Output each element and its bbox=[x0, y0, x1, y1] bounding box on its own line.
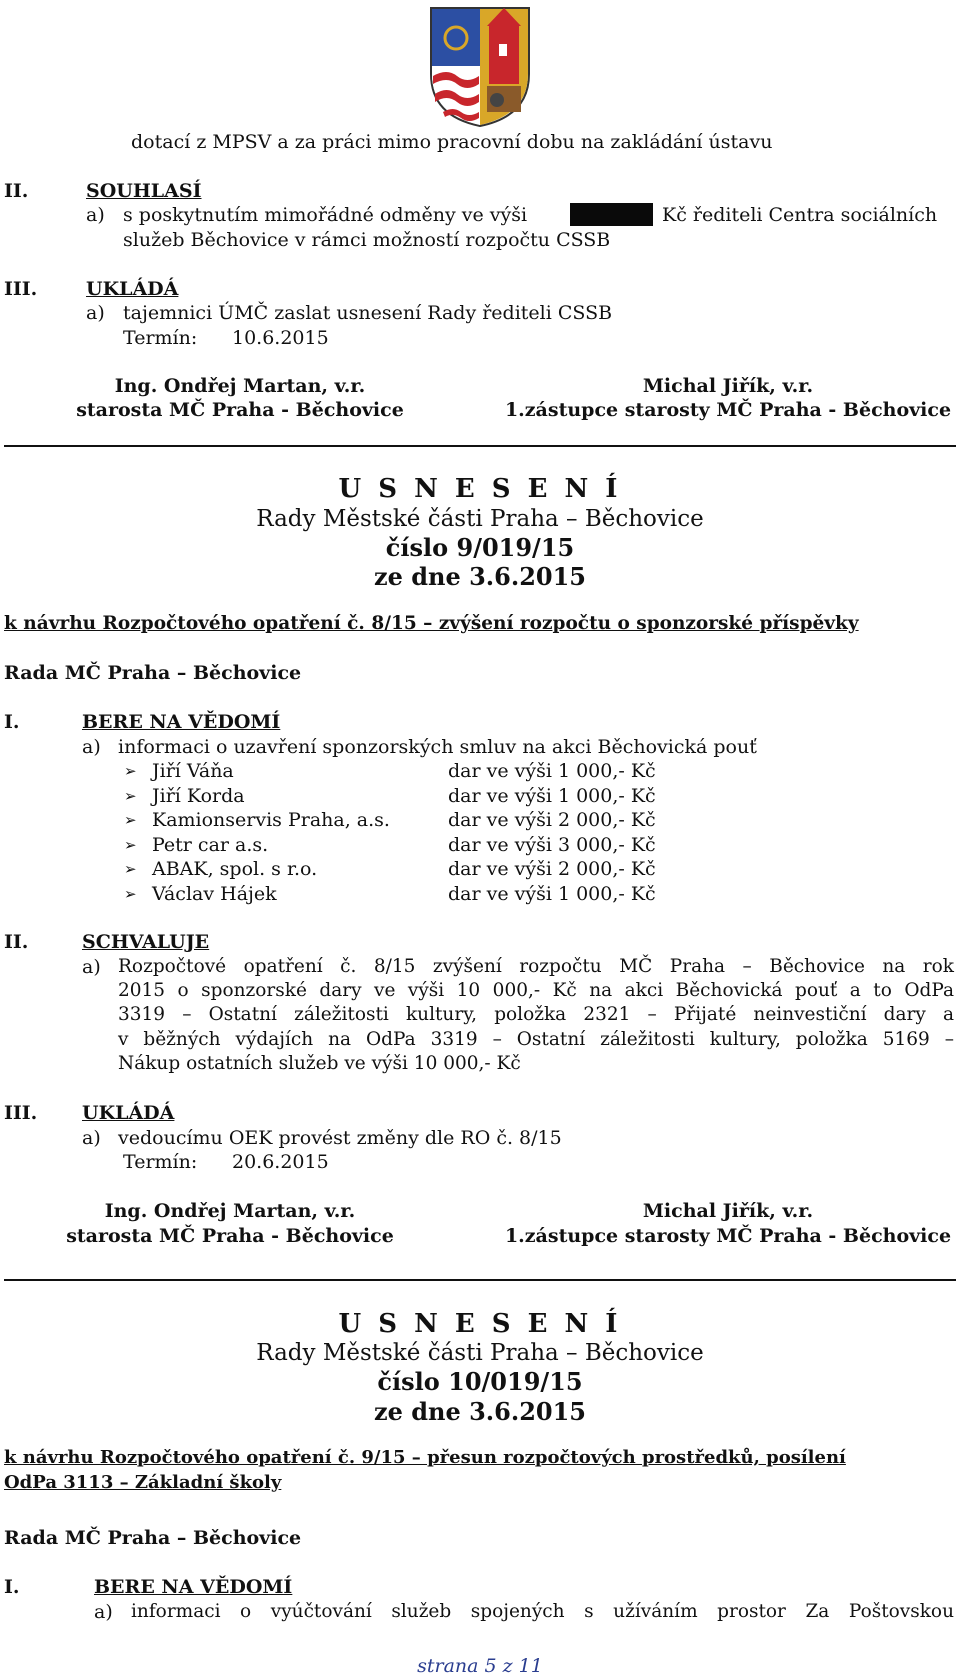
item-letter: a) bbox=[94, 1601, 113, 1623]
item-text: vedoucímu OEK provést změny dle RO č. 8/15 bbox=[118, 1127, 562, 1149]
item-letter: a) bbox=[82, 956, 101, 978]
divider-line bbox=[4, 445, 956, 447]
section-verb: BERE NA VĚDOMÍ bbox=[94, 1576, 293, 1598]
council-name: Rada MČ Praha – Běchovice bbox=[4, 1527, 302, 1549]
item-text-line: Rozpočtové opatření č. 8/15 zvýšení rozpočtu MČ Praha – Běchovice na rok bbox=[118, 956, 954, 977]
signature-name: Ing. Ondřej Martan, v.r. bbox=[104, 1200, 356, 1222]
resolution-subject: k návrhu Rozpočtového opatření č. 9/15 – přesun rozpočtových prostředků, posílení bbox=[4, 1447, 846, 1468]
council-name: Rada MČ Praha – Běchovice bbox=[4, 662, 302, 684]
resolution-heading: U S N E S E N Í bbox=[338, 474, 622, 504]
item-text: informaci o uzavření sponzorských smluv na akci Běchovická pouť bbox=[118, 736, 757, 758]
divider-line bbox=[4, 1279, 956, 1281]
section-number: I. bbox=[4, 711, 20, 733]
resolution-body: Rady Městské části Praha – Běchovice bbox=[256, 1340, 704, 1366]
deadline-label: Termín: bbox=[123, 327, 198, 349]
arrow-bullet-icon: ➢ bbox=[124, 762, 137, 780]
arrow-bullet-icon: ➢ bbox=[124, 787, 137, 805]
item-text: Kč řediteli Centra sociálních bbox=[662, 204, 938, 226]
item-text: s poskytnutím mimořádné odměny ve výši bbox=[123, 204, 528, 226]
page-number: strana 5 z 11 bbox=[417, 1655, 543, 1677]
donor-gift: dar ve výši 1 000,- Kč bbox=[448, 785, 656, 807]
section-number: II. bbox=[4, 931, 29, 953]
donor-name: Jiří Váňa bbox=[152, 760, 234, 782]
signature-role: 1.zástupce starosty MČ Praha - Běchovice bbox=[504, 1225, 952, 1247]
signature-name: Michal Jiřík, v.r. bbox=[642, 1200, 814, 1222]
donor-name: Petr car a.s. bbox=[152, 834, 269, 856]
resolution-subject: OdPa 3113 – Základní školy bbox=[4, 1472, 282, 1493]
resolution-subject: k návrhu Rozpočtového opatření č. 8/15 – zvýšení rozpočtu o sponzorské příspěvky bbox=[4, 613, 859, 634]
resolution-heading: U S N E S E N Í bbox=[338, 1309, 622, 1339]
item-text-line: v běžných výdajích na OdPa 3319 – Ostatní záležitosti kultury, položka 5169 – bbox=[118, 1029, 954, 1050]
resolution-body: Rady Městské části Praha – Běchovice bbox=[256, 506, 704, 532]
item-text-line: Nákup ostatních služeb ve výši 10 000,- Kč bbox=[118, 1053, 521, 1074]
deadline-date: 20.6.2015 bbox=[232, 1151, 329, 1173]
donor-name: ABAK, spol. s r.o. bbox=[152, 858, 318, 880]
continuation-text: dotací z MPSV a za práci mimo pracovní dobu na zakládání ústavu bbox=[131, 131, 773, 153]
item-text-line: 3319 – Ostatní záležitosti kultury, položka 2321 – Přijaté neinvestiční dary a bbox=[118, 1004, 954, 1025]
section-verb: SOUHLASÍ bbox=[86, 180, 202, 202]
item-text-line: 2015 o sponzorské dary ve výši 10 000,- Kč na akci Běchovická pouť a to OdPa bbox=[118, 980, 954, 1001]
arrow-bullet-icon: ➢ bbox=[124, 860, 137, 878]
signature-role: 1.zástupce starosty MČ Praha - Běchovice bbox=[504, 399, 952, 421]
item-text: tajemnici ÚMČ zaslat usnesení Rady řediteli CSSB bbox=[123, 302, 613, 324]
section-number: I. bbox=[4, 1576, 20, 1598]
arrow-bullet-icon: ➢ bbox=[124, 885, 137, 903]
section-verb: BERE NA VĚDOMÍ bbox=[82, 711, 281, 733]
section-verb: SCHVALUJE bbox=[82, 931, 210, 953]
item-letter: a) bbox=[86, 302, 105, 324]
deadline-date: 10.6.2015 bbox=[232, 327, 329, 349]
arrow-bullet-icon: ➢ bbox=[124, 811, 137, 829]
section-number: II. bbox=[4, 180, 29, 202]
donor-name: Václav Hájek bbox=[152, 883, 277, 905]
resolution-date: ze dne 3.6.2015 bbox=[373, 562, 586, 591]
item-letter: a) bbox=[86, 204, 105, 226]
signature-name: Michal Jiřík, v.r. bbox=[642, 375, 814, 397]
section-number: III. bbox=[4, 278, 38, 300]
item-letter: a) bbox=[82, 1127, 101, 1149]
resolution-number: číslo 10/019/15 bbox=[377, 1367, 583, 1396]
donor-gift: dar ve výši 1 000,- Kč bbox=[448, 760, 656, 782]
resolution-date: ze dne 3.6.2015 bbox=[373, 1397, 586, 1426]
donor-gift: dar ve výši 2 000,- Kč bbox=[448, 858, 656, 880]
coat-of-arms-logo bbox=[427, 4, 533, 128]
redaction-box bbox=[570, 203, 653, 226]
section-number: III. bbox=[4, 1102, 38, 1124]
item-text: služeb Běchovice v rámci možností rozpočtu CSSB bbox=[123, 229, 611, 251]
section-verb: UKLÁDÁ bbox=[82, 1102, 175, 1124]
signature-name: Ing. Ondřej Martan, v.r. bbox=[114, 375, 366, 397]
signature-role: starosta MČ Praha - Běchovice bbox=[76, 399, 404, 421]
item-letter: a) bbox=[82, 736, 101, 758]
resolution-number: číslo 9/019/15 bbox=[385, 533, 575, 562]
item-text: informaci o vyúčtování služeb spojených s užíváním prostor Za Poštovskou bbox=[131, 1601, 954, 1622]
donor-name: Jiří Korda bbox=[152, 785, 245, 807]
donor-name: Kamionservis Praha, a.s. bbox=[152, 809, 390, 831]
arrow-bullet-icon: ➢ bbox=[124, 836, 137, 854]
section-verb: UKLÁDÁ bbox=[86, 278, 179, 300]
deadline-label: Termín: bbox=[123, 1151, 198, 1173]
signature-role: starosta MČ Praha - Běchovice bbox=[66, 1225, 394, 1247]
donor-gift: dar ve výši 1 000,- Kč bbox=[448, 883, 656, 905]
donor-gift: dar ve výši 2 000,- Kč bbox=[448, 809, 656, 831]
donor-gift: dar ve výši 3 000,- Kč bbox=[448, 834, 656, 856]
